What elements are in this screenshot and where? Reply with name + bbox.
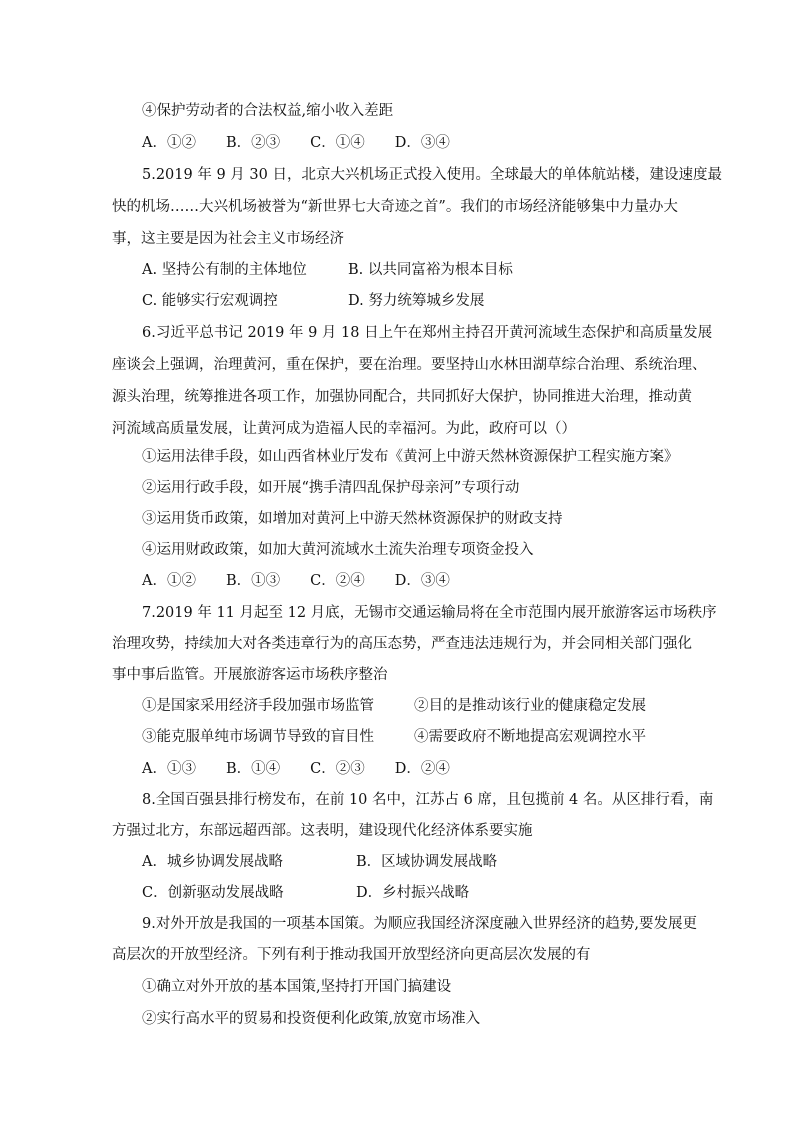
q5-stem-line-2: 快的机场……大兴机场被誉为“新世界七大奇迹之首”。我们的市场经济能够集中力量办大	[112, 199, 678, 215]
q7-stem-line-1: 7.2019 年 11 月起至 12 月底，无锡市交通运输局将在全市范围内展开旅游客运市场秩序	[142, 605, 717, 621]
q5-option-d: D. 努力统筹城乡发展	[348, 293, 485, 309]
q5-option-c: C. 能够实行宏观调控	[142, 293, 278, 309]
q7-item-2: ②目的是推动该行业的健康稳定发展	[414, 698, 646, 714]
q5-stem-line-3: 事，这主要是因为社会主义市场经济	[112, 231, 344, 247]
q6-choice-a: A．①②	[142, 573, 196, 589]
q6-stem-line-4: 河流域高质量发展，让黄河成为造福人民的幸福河。为此，政府可以（）	[112, 421, 576, 437]
q9-stem-line-1: 9.对外开放是我国的一项基本国策。为顺应我国经济深度融入世界经济的趋势,要发展更	[142, 916, 697, 932]
q6-choice-b: B．①③	[225, 573, 281, 589]
q6-choice-d: D．③④	[394, 573, 450, 589]
q7-choice-a: A．①③	[142, 761, 196, 777]
q6-stem-line-2: 座谈会上强调，治理黄河，重在保护，要在治理。要坚持山水林田湖草综合治理、系统治理、	[112, 357, 707, 373]
q8-option-b: B．区域协调发展战略	[356, 854, 498, 870]
q7-choices	[142, 759, 480, 779]
q6-item-1: ①运用法律手段，如山西省林业厅发布《黄河上中游天然林资源保护工程实施方案》	[142, 449, 679, 465]
q7-choice-c: C．②③	[310, 761, 365, 777]
q4-item-4: ④保护劳动者的合法权益,缩小收入差距	[142, 103, 394, 119]
q6-item-3: ③运用货币政策，如增加对黄河上中游天然林资源保护的财政支持	[142, 511, 563, 527]
q5-option-b: B. 以共同富裕为根本目标	[348, 262, 513, 278]
q6-item-4: ④运用财政政策，如加大黄河流域水土流失治理专项资金投入	[142, 542, 534, 558]
q6-stem-line-1: 6.习近平总书记 2019 年 9 月 18 日上午在郑州主持召开黄河流域生态保护和高质量发展	[142, 325, 713, 341]
q6-choice-c: C．②④	[310, 573, 365, 589]
q7-stem-line-3: 事中事后监管。开展旅游客运市场秩序整治	[112, 667, 388, 683]
q6-item-2: ②运用行政手段，如开展“携手清四乱保护母亲河”专项行动	[142, 480, 520, 496]
q4-choice-c: C．①④	[310, 135, 365, 151]
q8-option-a: A．城乡协调发展战略	[142, 854, 283, 870]
q7-item-1: ①是国家采用经济手段加强市场监管	[142, 698, 374, 714]
q7-item-3: ③能克服单纯市场调节导致的盲目性	[142, 729, 374, 745]
q7-item-4: ④需要政府不断地提高宏观调控水平	[414, 729, 646, 745]
q8-stem-line-1: 8.全国百强县排行榜发布，在前 10 名中，江苏占 6 席，且包揽前 4 名。从区排行看，南	[142, 792, 714, 808]
q6-choices	[142, 571, 480, 591]
q4-choice-b: B．②③	[225, 135, 281, 151]
q4-choices	[142, 133, 480, 153]
q9-stem-line-2: 高层次的开放型经济。下列有利于推动我国开放型经济向更高层次发展的有	[112, 947, 591, 963]
q5-option-a: A. 坚持公有制的主体地位	[142, 262, 307, 278]
q8-option-d: D．乡村振兴战略	[356, 885, 470, 901]
q8-option-c: C．创新驱动发展战略	[142, 885, 284, 901]
q5-stem-line-1: 5.2019 年 9 月 30 日，北京大兴机场正式投入使用。全球最大的单体航站楼，建设速度最	[142, 167, 722, 183]
q9-item-2: ②实行高水平的贸易和投资便利化政策,放宽市场准入	[142, 1011, 481, 1027]
q7-choice-d: D．②④	[394, 761, 450, 777]
q4-choice-d: D．③④	[394, 135, 450, 151]
q7-stem-line-2: 治理攻势，持续加大对各类违章行为的高压态势，严查违法违规行为，并会同相关部门强化	[112, 636, 692, 652]
q7-choice-b: B．①④	[225, 761, 281, 777]
q8-stem-line-2: 方强过北方，东部远超西部。这表明，建设现代化经济体系要实施	[112, 823, 533, 839]
q9-item-1: ①确立对外开放的基本国策,坚持打开国门搞建设	[142, 979, 452, 995]
q4-choice-a: A．①②	[142, 135, 196, 151]
q6-stem-line-3: 源头治理，统筹推进各项工作，加强协同配合，共同抓好大保护，协同推进大治理，推动黄	[112, 389, 692, 405]
